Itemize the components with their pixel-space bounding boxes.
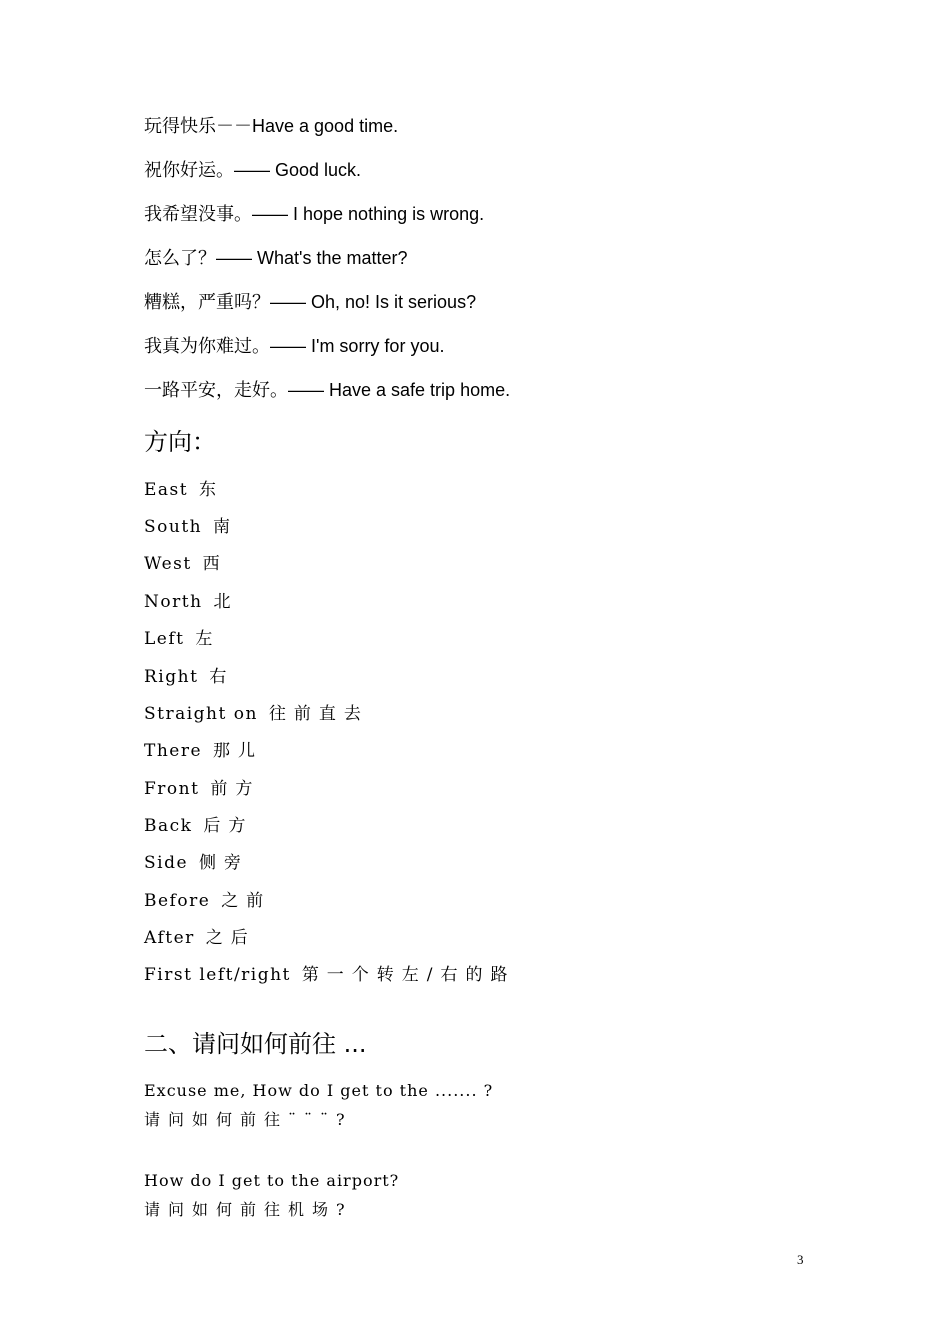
direction-zh: 往前直去 <box>268 704 369 724</box>
direction-en: Before <box>144 891 211 911</box>
phrase-line: 怎么了？—— What's the matter? <box>144 248 408 268</box>
direction-en: There <box>144 741 203 761</box>
direction-item <box>144 890 271 912</box>
phrase-line: 玩得快乐－－Have a good time. <box>144 116 399 136</box>
direction-item <box>144 703 369 725</box>
direction-en: North <box>144 592 203 612</box>
direction-item <box>144 591 238 613</box>
direction-en: Front <box>144 779 200 799</box>
direction-en: Side <box>144 853 189 873</box>
direction-zh: 前方 <box>210 779 261 799</box>
direction-en: South <box>144 517 203 537</box>
direction-zh: 右 <box>209 667 235 687</box>
phrase-line: 祝你好运。—— Good luck. <box>144 160 362 180</box>
direction-item <box>144 553 228 575</box>
direction-item <box>144 628 220 650</box>
direction-item <box>144 479 224 501</box>
example-en: How do I get to the airport? <box>144 1171 400 1190</box>
phrase-line: 我真为你难过。—— I'm sorry for you. <box>144 336 445 356</box>
phrase-line: 糟糕，严重吗？—— Oh, no! Is it serious? <box>144 292 477 312</box>
direction-en: Back <box>144 816 193 836</box>
direction-zh: 东 <box>199 480 225 500</box>
direction-item <box>144 778 260 800</box>
example-zh: 请问如何前往¨¨¨? <box>144 1110 353 1129</box>
directions-heading: 方向： <box>144 428 216 456</box>
direction-zh: 那儿 <box>212 741 263 761</box>
direction-zh: 之后 <box>205 928 256 948</box>
example-en: Excuse me, How do I get to the ....... ? <box>144 1081 494 1100</box>
direction-zh: 北 <box>213 592 239 612</box>
direction-item <box>144 927 256 949</box>
direction-item <box>144 740 263 762</box>
direction-en: Left <box>144 629 185 649</box>
phrase-line: 一路平安，走好。—— Have a safe trip home. <box>144 380 511 400</box>
direction-item <box>144 815 253 837</box>
page-number: 3 <box>797 1252 804 1267</box>
direction-en: West <box>144 554 192 574</box>
direction-en: First left/right <box>144 965 291 985</box>
direction-item <box>144 852 249 874</box>
direction-zh: 左 <box>195 629 221 649</box>
direction-en: Right <box>144 667 199 687</box>
example-zh: 请问如何前往机场? <box>144 1200 353 1219</box>
direction-zh: 西 <box>202 554 228 574</box>
direction-en: Straight on <box>144 704 258 724</box>
direction-en: East <box>144 480 189 500</box>
direction-zh: 侧旁 <box>198 853 249 873</box>
direction-en: After <box>144 928 195 948</box>
direction-item <box>144 964 516 986</box>
direction-item <box>144 666 234 688</box>
phrase-line: 我希望没事。—— I hope nothing is wrong. <box>144 204 485 224</box>
direction-zh: 南 <box>213 517 239 537</box>
direction-zh: 之前 <box>221 891 272 911</box>
direction-item <box>144 516 238 538</box>
direction-zh: 第一个转左/右的路 <box>301 965 516 985</box>
section-two-heading: 二、请问如何前往 ... <box>144 1030 367 1058</box>
direction-zh: 后方 <box>203 816 254 836</box>
